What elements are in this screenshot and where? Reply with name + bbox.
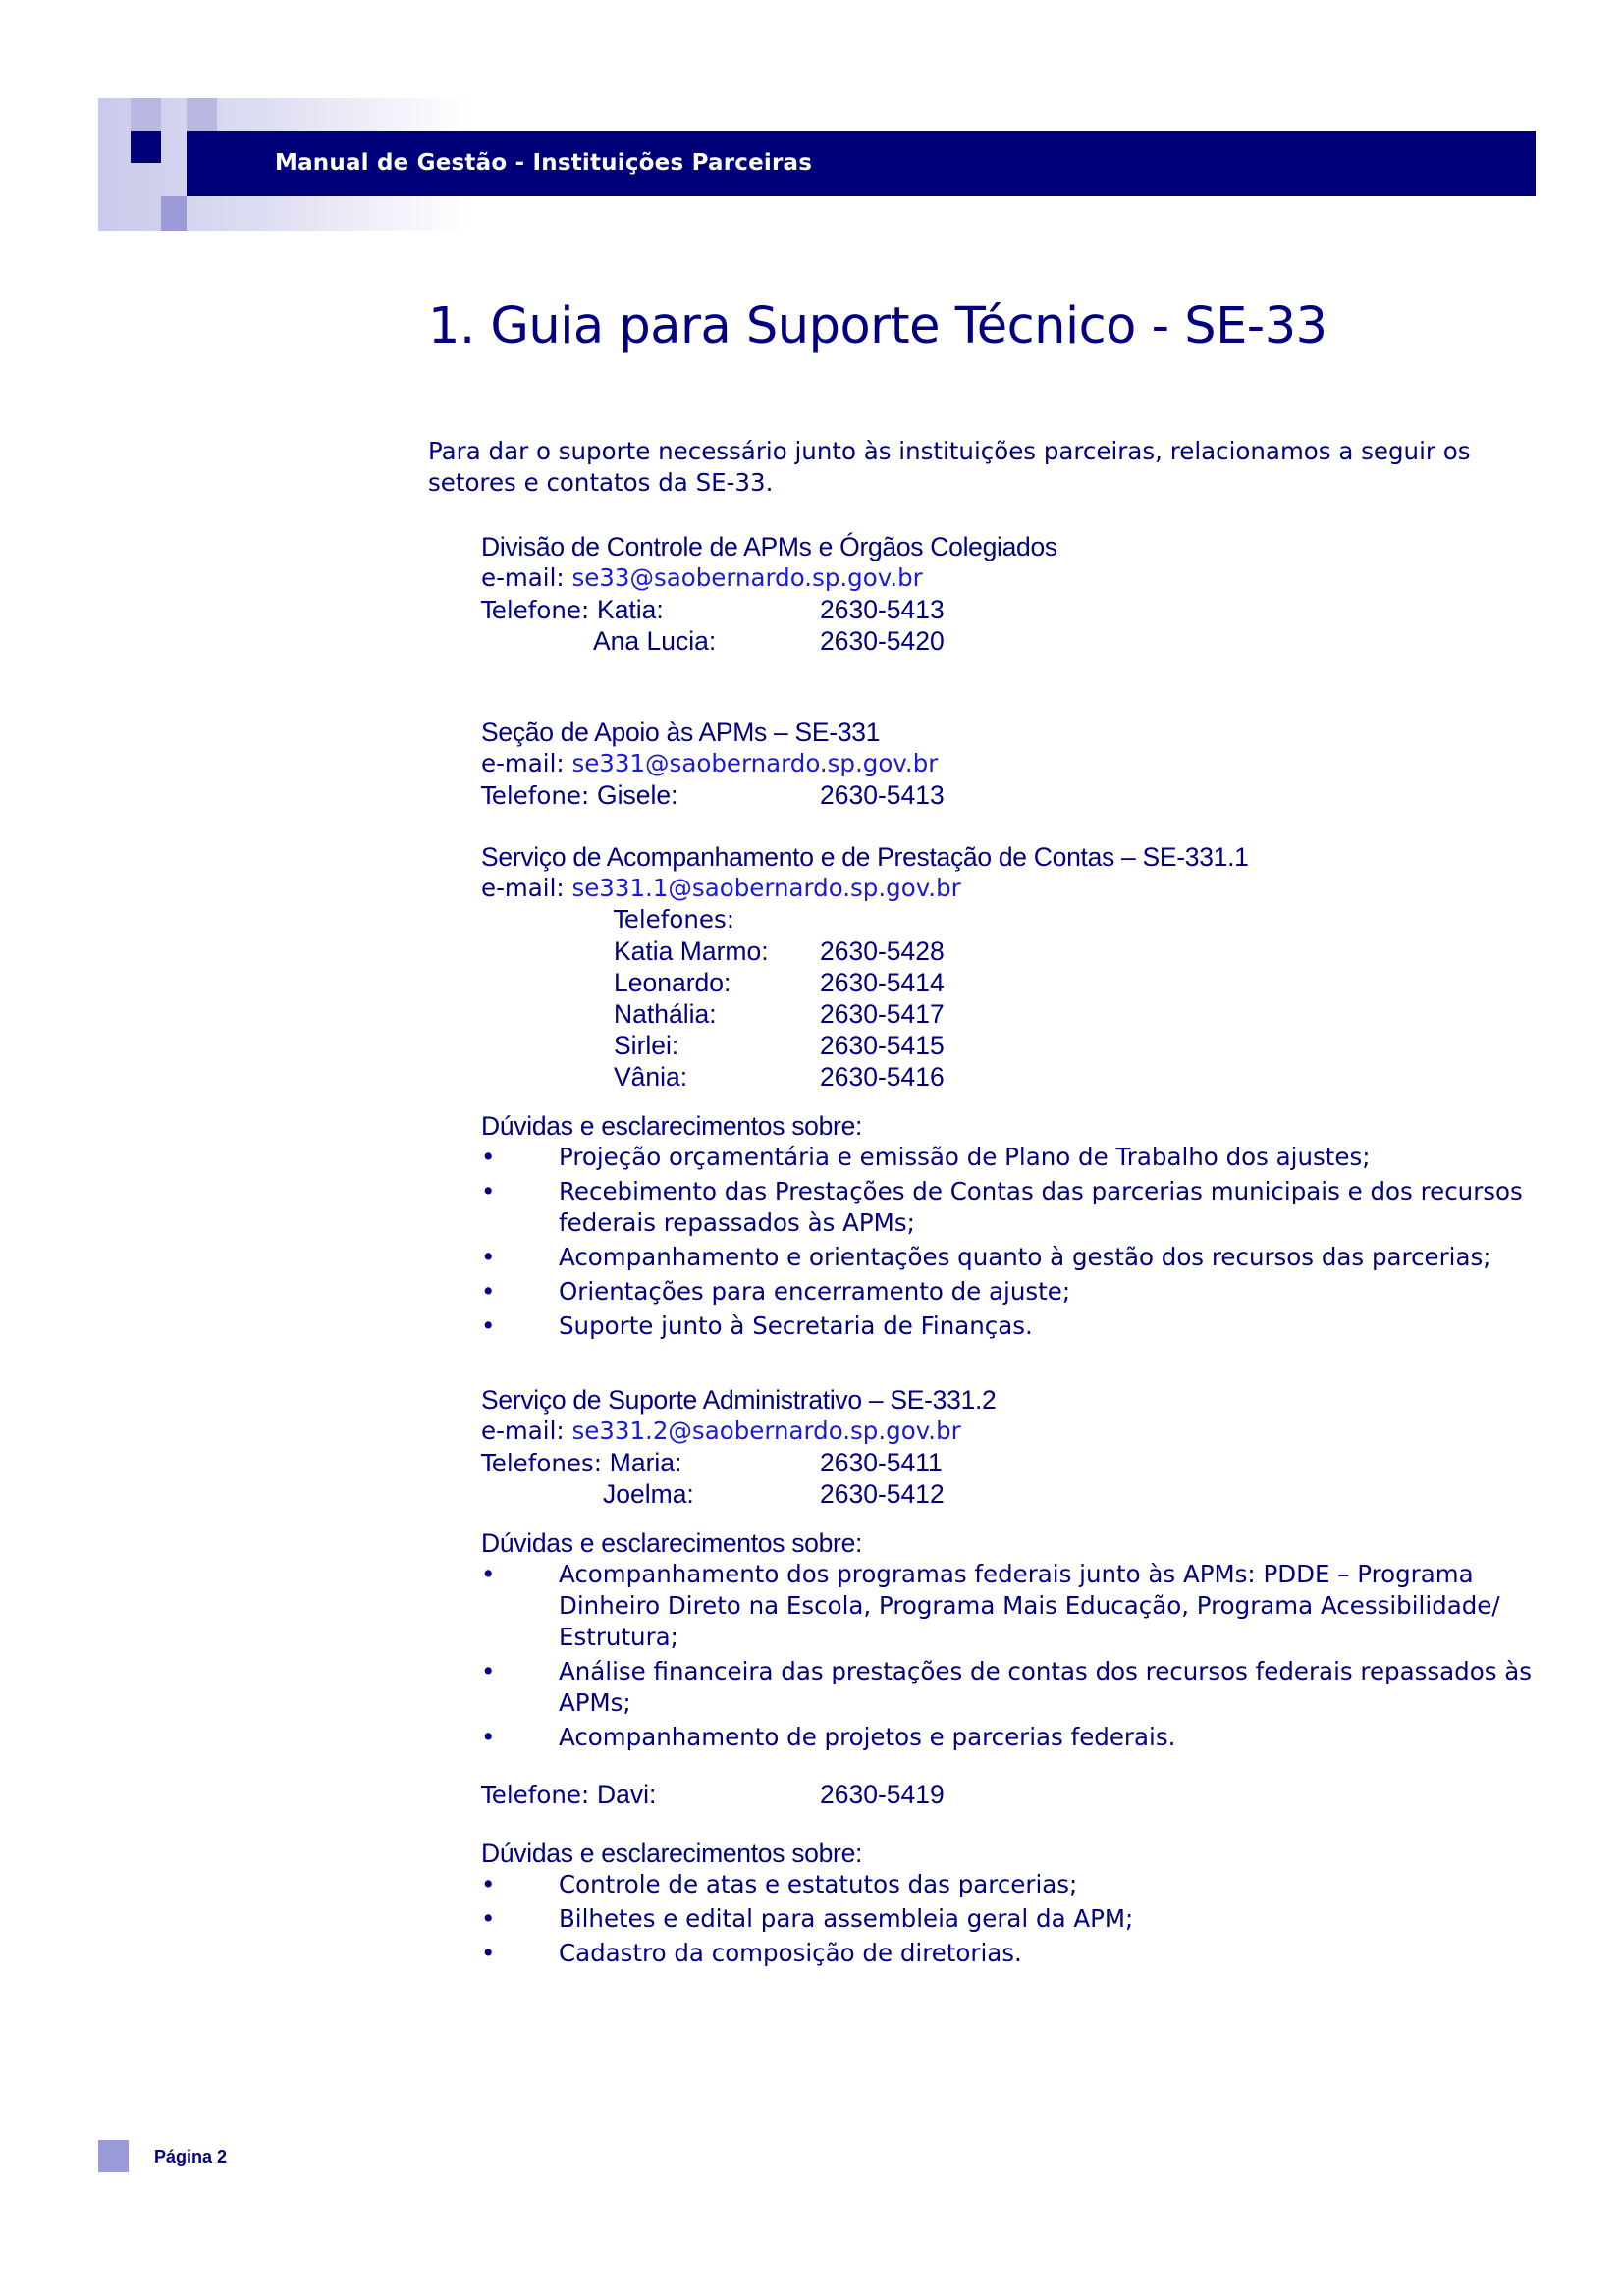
contact-row [481, 967, 1542, 998]
contact-phone: 2630-5428 [820, 936, 945, 966]
bullet-list [481, 1142, 1542, 1342]
contact-phone: 2630-5420 [820, 626, 945, 656]
section-admin-support [481, 1384, 1542, 1972]
email-line: e-mail: se331@saobernardo.sp.gov.br [481, 749, 939, 777]
list-item: • Acompanhamento dos programas federais junto às APMs: PDDE – Programa Dinheiro Direto na Escola, Programa Mais Educação, Programa Acessibilidade/ Estrutura; [481, 1559, 1541, 1653]
contact-name: Katia Marmo: [614, 936, 769, 966]
contact-row: Telefone: Gisele: 2630-5413 [481, 780, 945, 810]
list-item: • Recebimento das Prestações de Contas das parcerias municipais e dos recursos federais repassados às APMs; [481, 1176, 1541, 1239]
doubts-heading: Dúvidas e esclarecimentos sobre: [481, 1111, 863, 1141]
email-line: e-mail: se331.1@saobernardo.sp.gov.br [481, 874, 961, 902]
doubts-heading: Dúvidas e esclarecimentos sobre: [481, 1839, 863, 1868]
phones-label: Telefones: [614, 905, 734, 934]
contact-name: Maria: [609, 1448, 682, 1477]
section-apm-support [481, 717, 1542, 811]
contact-row [481, 998, 1542, 1030]
contact-row [481, 1061, 1542, 1093]
email-link[interactable]: se331@saobernardo.sp.gov.br [571, 749, 939, 777]
contact-name: Davi: [597, 1780, 657, 1809]
contact-phone: 2630-5414 [820, 968, 945, 997]
email-line: e-mail: se33@saobernardo.sp.gov.br [481, 563, 923, 592]
contact-phone: 2630-5411 [820, 1448, 943, 1477]
list-item: • Projeção orçamentária e emissão de Plano de Trabalho dos ajustes; [481, 1142, 1541, 1173]
contact-phone: 2630-5413 [820, 595, 945, 624]
contact-name: Ana Lucia: [593, 626, 717, 656]
contact-phone: 2630-5417 [820, 999, 945, 1029]
contact-row [481, 1478, 1542, 1510]
email-link[interactable]: se33@saobernardo.sp.gov.br [571, 563, 923, 592]
contact-phone: 2630-5412 [820, 1479, 945, 1509]
section-heading: Seção de Apoio às APMs – SE-331 [481, 718, 881, 747]
doubts-heading: Dúvidas e esclarecimentos sobre: [481, 1528, 863, 1558]
header-square-navy [131, 131, 161, 163]
page-title: 1. Guia para Suporte Técnico - SE-33 [428, 297, 1327, 355]
section-accounts-service [481, 841, 1542, 1345]
section-heading: Divisão de Controle de APMs e Órgãos Colegiados [481, 532, 1057, 561]
contact-row: Telefone: Katia: 2630-5413 [481, 595, 945, 624]
contact-name: Katia: [597, 595, 664, 624]
list-item: • Acompanhamento e orientações quanto à gestão dos recursos das parcerias; [481, 1242, 1541, 1273]
contact-row [481, 935, 1542, 967]
header-square-lavender-2 [187, 98, 217, 131]
list-item: • Suporte junto à Secretaria de Finanças. [481, 1310, 1541, 1342]
contact-name: Joelma: [603, 1479, 694, 1509]
header-square-lavender-1 [131, 98, 161, 131]
contact-phone: 2630-5416 [820, 1062, 945, 1092]
contact-row [481, 625, 1542, 657]
list-item: • Orientações para encerramento de ajuste; [481, 1276, 1541, 1308]
header-bar [187, 131, 1536, 196]
email-link[interactable]: se331.1@saobernardo.sp.gov.br [571, 874, 961, 902]
list-item: • Bilhetes e edital para assembleia geral da APM; [481, 1903, 1541, 1935]
bullet-list [481, 1869, 1542, 1969]
email-line: e-mail: se331.2@saobernardo.sp.gov.br [481, 1416, 961, 1445]
list-item: • Controle de atas e estatutos das parcerias; [481, 1869, 1541, 1900]
contact-phone: 2630-5413 [820, 780, 945, 810]
contact-name: Gisele: [597, 780, 678, 810]
contact-row [481, 1030, 1542, 1061]
contact-phone: 2630-5419 [820, 1780, 945, 1809]
footer-square [98, 2140, 129, 2172]
header-square-lavender-5 [161, 196, 187, 231]
page-number: Página 2 [154, 2147, 228, 2166]
list-item: • Acompanhamento de projetos e parcerias federais. [481, 1722, 1541, 1753]
bullet-list [481, 1559, 1542, 1753]
section-heading: Serviço de Acompanhamento e de Prestação de Contas – SE-331.1 [481, 842, 1249, 872]
email-link[interactable]: se331.2@saobernardo.sp.gov.br [571, 1416, 961, 1445]
contact-row: Telefone: Davi: 2630-5419 [481, 1780, 945, 1809]
header-title: Manual de Gestão - Instituições Parceiras [275, 150, 813, 176]
section-apm-division [481, 531, 1542, 657]
contact-row: Telefones: Maria: 2630-5411 [481, 1448, 943, 1477]
intro-paragraph: Para dar o suporte necessário junto às instituições parceiras, relacionamos a seguir os setores e contatos da SE-33. [428, 437, 1471, 497]
contact-name: Vânia: [614, 1062, 688, 1092]
contact-name: Nathália: [614, 999, 717, 1029]
contact-name: Leonardo: [614, 968, 731, 997]
section-heading: Serviço de Suporte Administrativo – SE-331.2 [481, 1385, 997, 1415]
list-item: • Análise financeira das prestações de contas dos recursos federais repassados às APMs; [481, 1656, 1541, 1719]
list-item: • Cadastro da composição de diretorias. [481, 1938, 1541, 1969]
contact-phone: 2630-5415 [820, 1031, 945, 1060]
contact-name: Sirlei: [614, 1031, 679, 1060]
